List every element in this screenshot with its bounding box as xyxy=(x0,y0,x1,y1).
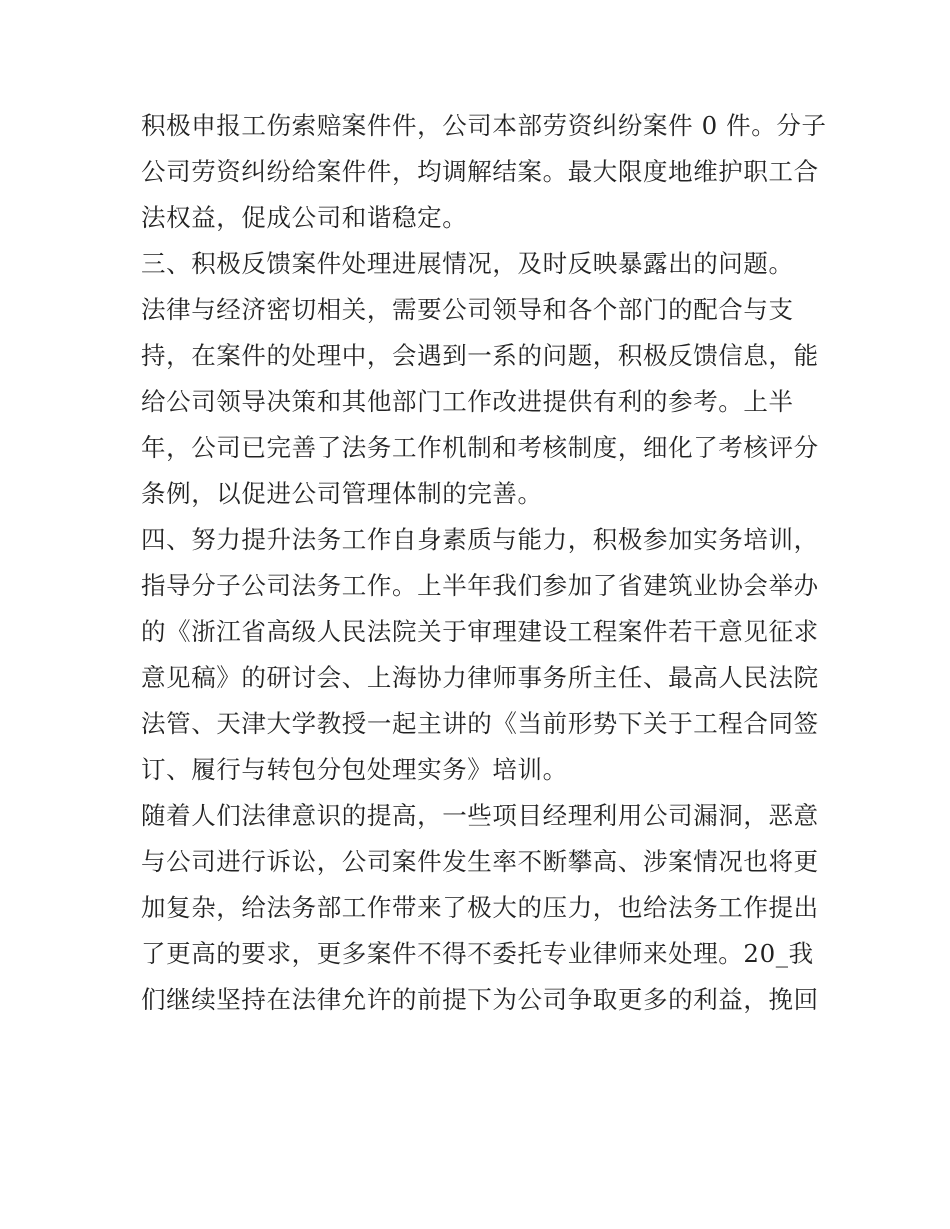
text-line: 意见稿》的研讨会、上海协力律师事务所主任、最高人民法院 xyxy=(141,663,819,692)
text-line: 法权益，促成公司和谐稳定。 xyxy=(141,203,468,232)
section-heading: 三、积极反馈案件处理进展情况，及时反映暴露出的问题。 xyxy=(141,249,794,278)
text-line: 们继续坚持在法律允许的前提下为公司争取更多的利益，挽回 xyxy=(141,985,819,1014)
text-line: 给公司领导决策和其他部门工作改进提供有利的参考。上半 xyxy=(141,387,794,416)
text-line: 公司劳资纠纷给案件件，均调解结案。最大限度地维护职工合 xyxy=(141,157,819,186)
section-heading: 四、努力提升法务工作自身素质与能力，积极参加实务培训， xyxy=(141,525,819,554)
text-line: 加复杂，给法务部工作带来了极大的压力，也给法务工作提出 xyxy=(141,893,819,922)
document-body xyxy=(141,103,827,1023)
text-line: 随着人们法律意识的提高，一些项目经理利用公司漏洞，恶意 xyxy=(141,801,819,830)
text-line: 了更高的要求，更多案件不得不委托专业律师来处理。20_我 xyxy=(141,939,814,968)
text-line: 年，公司已完善了法务工作机制和考核制度，细化了考核评分 xyxy=(141,433,819,462)
text-line: 指导分子公司法务工作。上半年我们参加了省建筑业协会举办 xyxy=(141,571,819,600)
text-line: 法律与经济密切相关，需要公司领导和各个部门的配合与支 xyxy=(141,295,794,324)
text-line: 积极申报工伤索赔案件件，公司本部劳资纠纷案件 0 件。分子 xyxy=(141,111,827,140)
text-line: 法管、天津大学教授一起主讲的《当前形势下关于工程合同签 xyxy=(141,709,819,738)
text-line: 与公司进行诉讼，公司案件发生率不断攀高、涉案情况也将更 xyxy=(141,847,819,876)
text-line: 订、履行与转包分包处理实务》培训。 xyxy=(141,755,568,784)
text-line: 条例，以促进公司管理体制的完善。 xyxy=(141,479,543,508)
text-line: 的《浙江省高级人民法院关于审理建设工程案件若干意见征求 xyxy=(141,617,819,646)
text-line: 持，在案件的处理中，会遇到一系的问题，积极反馈信息，能 xyxy=(141,341,819,370)
